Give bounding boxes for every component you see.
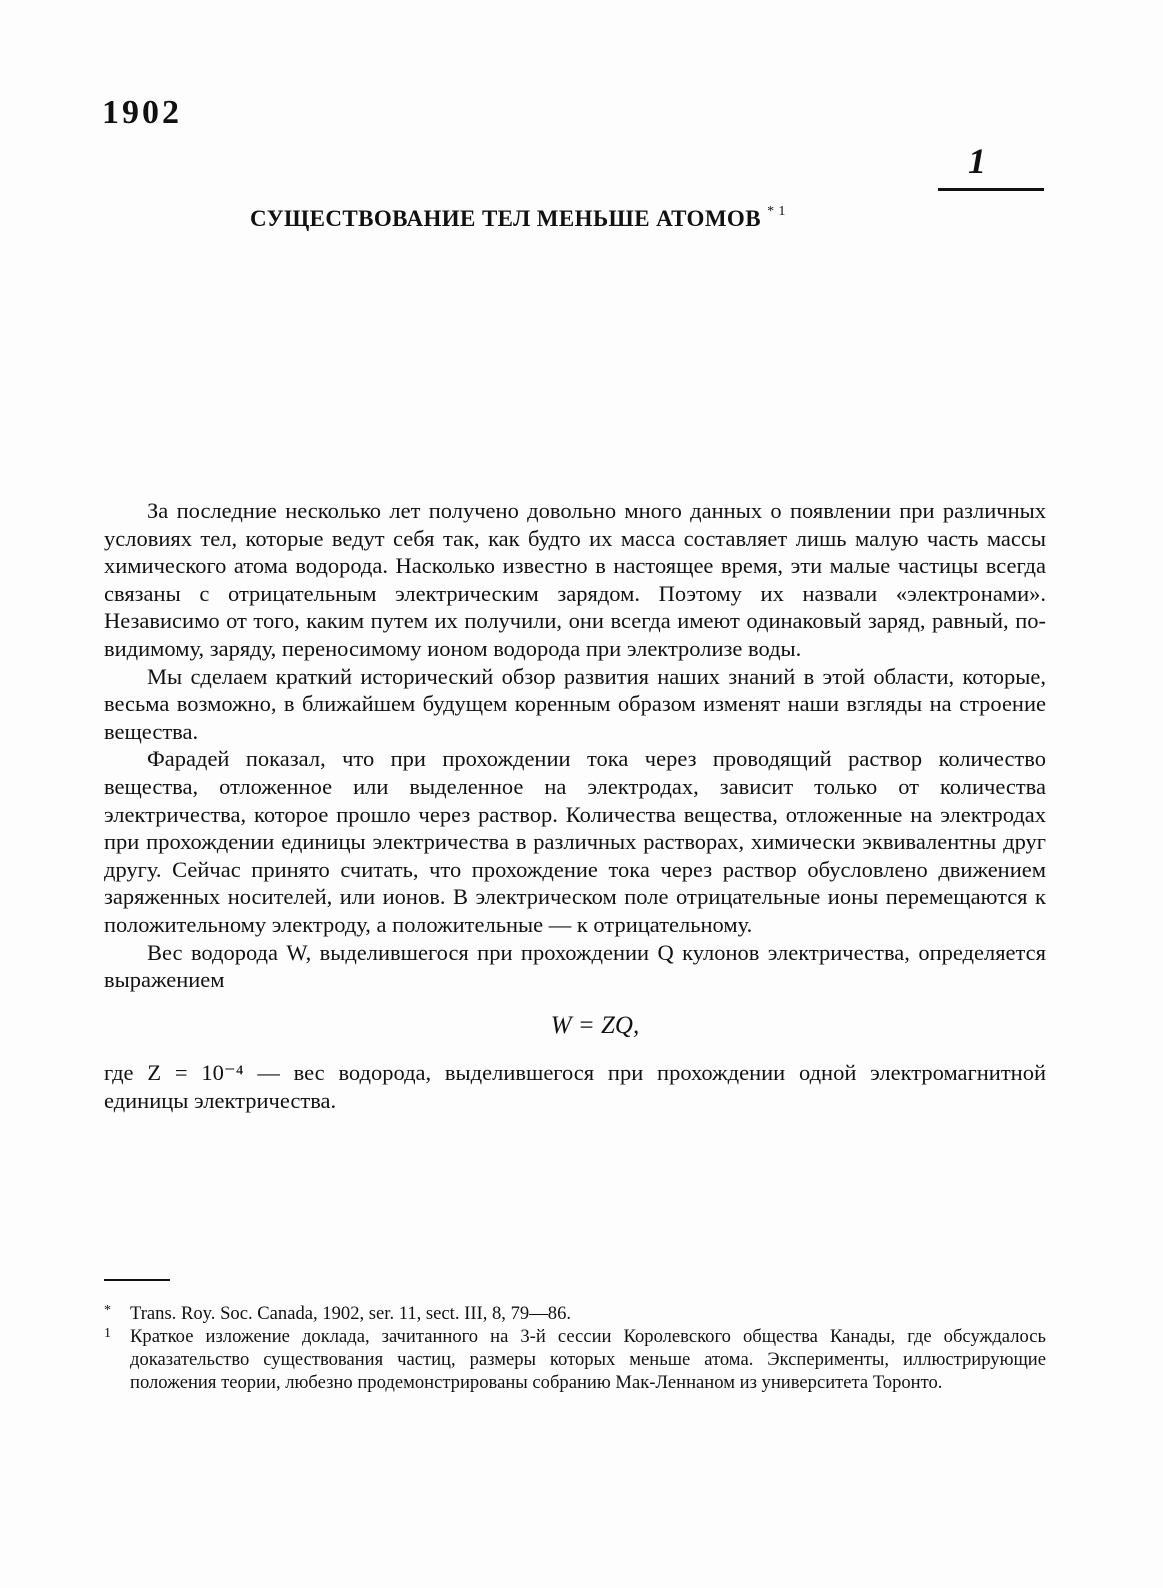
year-heading: 1902 <box>102 94 182 131</box>
paragraph-2: Мы сделаем краткий исторический обзор развития наших знаний в этой области, которые, весьма возможно, в ближайшем будущем коренным образом изменят наши взгляды на строение вещества. <box>104 663 1046 744</box>
title-footnote-marks: * 1 <box>767 204 786 219</box>
footnote-text: Краткое изложение доклада, зачитанного на 3-й сессии Королевского общества Канады, где обсуждалось доказательство существования частиц, размеры которых меньше атома. Эксперименты, иллюстрирующие положения теории, любезно продемонстрированы собранию Мак-Леннаном из университета Торонто. <box>130 1326 1046 1393</box>
paragraph-4: Вес водорода W, выделившегося при прохождении Q кулонов электричества, определяется выражением <box>104 939 1046 993</box>
article-title-text: СУЩЕСТВОВАНИЕ ТЕЛ МЕНЬШЕ АТОМОВ <box>250 206 761 231</box>
footnote-1 <box>104 1325 1046 1394</box>
body-text <box>104 497 1046 1114</box>
footnote-mark: * <box>104 1303 111 1318</box>
footnote-mark: 1 <box>104 1326 111 1341</box>
paragraph-1: За последние несколько лет получено довольно много данных о появлении при различных условиях тел, которые ведут себя так, как будто их масса составляет лишь малую часть массы химического атома водорода. Насколько известно в настоящее время, эти малые частицы всегда связаны с отрицательным электрическим зарядом. Поэтому их назвали «электронами». Независимо от того, каким путем их получили, они всегда имеют одинаковый заряд, равный, по-видимому, заряду, переносимому ионом водорода при электролизе воды. <box>104 498 1046 661</box>
paper-number: 1 <box>968 141 986 181</box>
footnote-source <box>104 1302 1046 1325</box>
footnote-text: Trans. Roy. Soc. Canada, 1902, ser. 11, sect. III, 8, 79—86. <box>130 1303 572 1324</box>
article-title <box>250 206 786 232</box>
footnotes <box>104 1302 1046 1394</box>
paper-number-rule <box>938 188 1044 191</box>
paragraph-5: где Z = 10⁻⁴ — вес водорода, выделившегося при прохождении одной электромагнитной единицы электричества. <box>104 1060 1046 1113</box>
footnote-separator <box>104 1279 170 1281</box>
paragraph-3: Фарадей показал, что при прохождении тока через проводящий раствор количество вещества, отложенное или выделенное на электродах, зависит только от количества электричества, которое прошло через раствор. Количества вещества, отложенные на электродах при прохождении единицы электричества в различных растворах, химически эквивалентны друг другу. Сейчас принято считать, что прохождение тока через раствор обусловлено движением заряженных носителей, или ионов. В электрическом поле отрицательные ионы перемещаются к положительному электроду, а положительные — к отрицательному. <box>104 746 1046 937</box>
formula: W = ZQ, <box>550 1011 640 1039</box>
